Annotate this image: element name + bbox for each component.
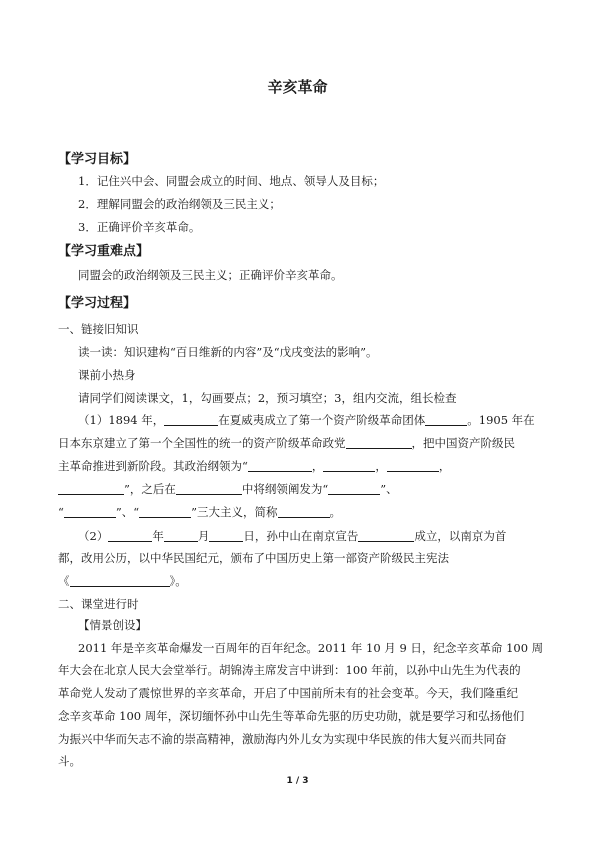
fill-blank[interactable] [278, 505, 330, 518]
q1-text: 在夏威夷成立了第一个资产阶级革命团体 [218, 413, 426, 427]
fill-blank[interactable] [164, 529, 198, 542]
q1-text: 。 [329, 505, 342, 519]
q1-line-1 [78, 412, 535, 428]
q1-line-3 [58, 458, 450, 474]
goal-item: 3．正确评价辛亥革命。 [78, 220, 201, 234]
goal-item: 1．记住兴中会、同盟会成立的时间、地点、领导人及目标； [78, 174, 385, 188]
q1-text: ”、“ [115, 505, 140, 519]
q2-text: （2） [78, 529, 109, 543]
q1-text: 日本东京建立了第一个全国性的统一的资产阶级革命政党 [58, 436, 346, 450]
q1-line-2 [58, 435, 515, 451]
q2-text: 日，孙中山在南京宣告 [243, 529, 359, 543]
process-heading: 【学习过程】 [58, 296, 137, 311]
instructions-text: 请同学们阅读课文，1，勾画要点；2，预习填空；3，组内交流，组长检查 [78, 391, 457, 405]
comma: ， [438, 459, 451, 473]
scenario-heading: 【情景创设】 [78, 618, 147, 632]
q1-line-5 [58, 504, 341, 520]
q1-text: （1）1894 年， [78, 413, 165, 427]
fill-blank[interactable] [108, 529, 152, 542]
goals-heading: 【学习目标】 [58, 152, 137, 167]
q2-text: 成立，以南京为首 [414, 529, 507, 543]
fill-blank[interactable] [176, 482, 242, 495]
q1-text: 主革命推进到新阶段。其政治纲领为“ [58, 459, 248, 473]
paragraph-line: 为振兴中华而矢志不渝的崇高精神，激励海内外儿女为实现中华民族的伟大复兴而共同奋 [58, 732, 507, 746]
paragraph-line: 念辛亥革命 100 周年，深切缅怀孙中山先生等革命先驱的历史功勋，就是要学习和弘扬他们 [58, 709, 525, 723]
paragraph-line: 斗。 [58, 754, 81, 768]
key-points-heading: 【学习重难点】 [58, 244, 150, 259]
q2-line-1 [78, 528, 506, 544]
fill-blank[interactable] [139, 505, 191, 518]
fill-blank[interactable] [425, 413, 467, 426]
q1-line-4 [58, 481, 398, 497]
q2-text: 月 [197, 529, 210, 543]
q2-text: 《 [58, 574, 70, 588]
q2-line-3 [58, 573, 187, 589]
fill-blank[interactable] [64, 505, 116, 518]
paragraph-line: 年大会在北京人民大会堂举行。胡锦涛主席发言中讲到：100 年前，以孙中山先生为代表的 [58, 663, 521, 677]
paragraph-line: 革命党人发动了震惊世界的辛亥革命，开启了中国前所未有的社会变革。今天，我们隆重纪 [58, 686, 518, 700]
q2-text: 年 [152, 529, 164, 543]
q2-text: 》。 [169, 574, 187, 588]
fill-blank[interactable] [346, 436, 412, 449]
paragraph-line: 2011 年是辛亥革命爆发一百周年的百年纪念。2011 年 10 月 9 日，纪念辛亥革命 100 周 [78, 641, 544, 655]
fill-blank[interactable] [248, 459, 312, 472]
warmup-label: 课前小热身 [78, 368, 136, 382]
q1-text: ，把中国资产阶级民 [411, 436, 515, 450]
section-title: 一、链接旧知识 [58, 322, 139, 336]
key-points-text: 同盟会的政治纲领及三民主义；正确评价辛亥革命。 [78, 268, 343, 282]
q1-text: ”三大主义，简称 [191, 505, 278, 519]
q1-text: 。1905 年在 [467, 413, 535, 427]
q1-text: ”、 [380, 482, 398, 496]
section-title: 二、课堂进行时 [58, 597, 139, 611]
fill-blank[interactable] [387, 459, 439, 472]
page-number: 1 / 3 [286, 776, 309, 786]
q2-line-2: 都，改用公历，以中华民国纪元，颁布了中国历史上第一部资产阶级民主宪法 [58, 551, 449, 565]
goal-item: 2．理解同盟会的政治纲领及三民主义； [78, 197, 281, 211]
fill-blank[interactable] [70, 574, 170, 587]
fill-blank[interactable] [328, 482, 380, 495]
fill-blank[interactable] [323, 459, 375, 472]
q1-text: “ [58, 505, 64, 519]
fill-blank[interactable] [209, 529, 243, 542]
q1-text: 中将纲领阐发为“ [241, 482, 329, 496]
page-title: 辛亥革命 [267, 78, 328, 96]
fill-blank[interactable] [164, 413, 218, 426]
fill-blank[interactable] [58, 482, 124, 495]
fill-blank[interactable] [358, 529, 414, 542]
comma: ， [375, 459, 387, 473]
comma: ， [311, 459, 324, 473]
q1-text: ”，之后在 [124, 482, 176, 496]
read-instruction: 读一读：知识建构“百日维新的内容”及“戊戌变法的影响”。 [78, 345, 378, 359]
